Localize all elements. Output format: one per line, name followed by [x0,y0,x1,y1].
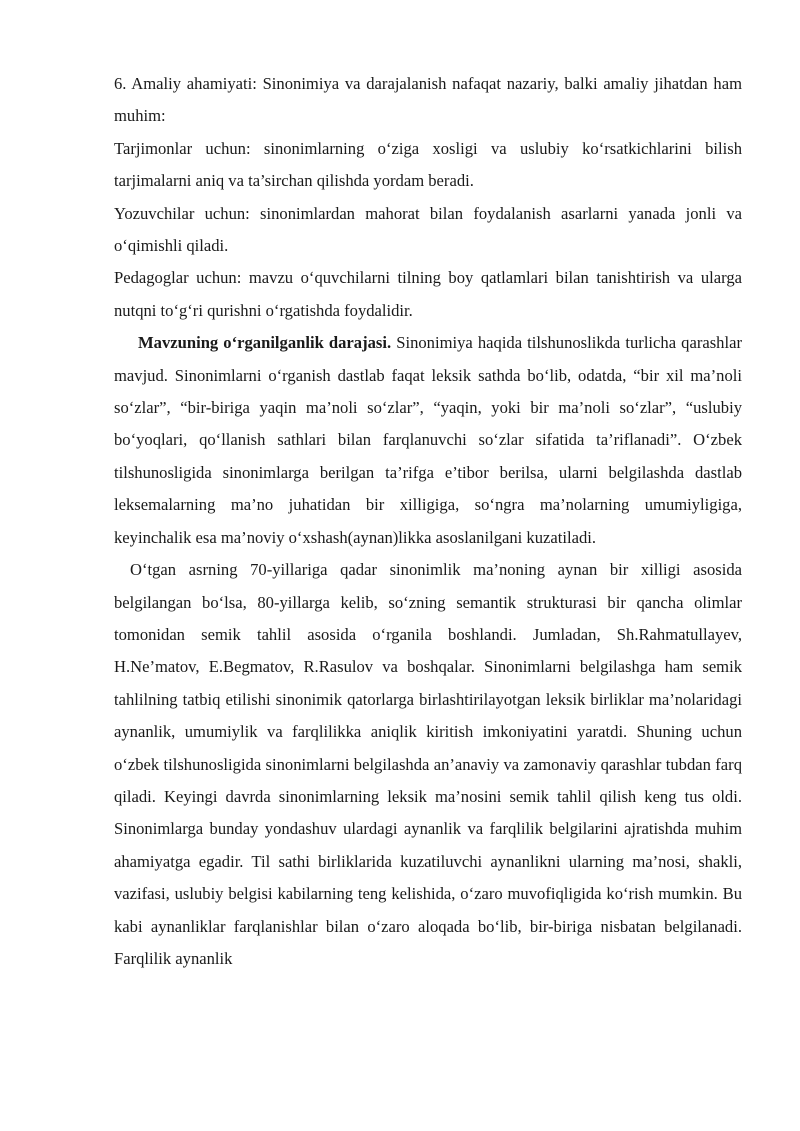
paragraph-research-level [114,327,742,554]
document-page [114,68,742,975]
paragraph-history: O‘tgan asrning 70-yillariga qadar sinonimlik ma’noning aynan bir xilligi asosida belgilangan bo‘lsa, 80-yillarga kelib, so‘zning semantik strukturasi bir qancha olimlar tomonidan semik tahlil asosida o‘rganila boshlandi. Jumladan, Sh.Rahmatullayev, H.Ne’matov, E.Begmatov, R.Rasulov va boshqalar. Sinonimlarni belgilashga ham semik tahlilning tatbiq etilishi sinonimik qatorlarga birlashtirilayotgan leksik birliklar ma’nolaridagi aynanlik, umumiylik va farqlilikka aniqlik kiritish imkoniyatini yaratdi. Shuning uchun o‘zbek tilshunosligida sinonimlarni belgilashda an’anaviy va zamonaviy qarashlar tubdan farq qiladi. Keyingi davrda sinonimlarning leksik ma’nosini semik tahlil qilish keng tus oldi. Sinonimlarga bunday yondashuv ulardagi aynanlik va farqlilik belgilarini ajratishda muhim ahamiyatga egadir. Til sathi birliklarida kuzatiluvchi aynanlikni ularning ma’nosi, shakli, vazifasi, uslubiy belgisi kabilarning teng kelishida, o‘zaro muvofiqligida ko‘rish mumkin. Bu kabi aynanliklar farqlanishlar bilan o‘zaro aloqada bo‘lib, bir-biriga nisbatan belgilanadi. Farqlilik aynanlik [114,560,742,968]
section-heading: Mavzuning o‘rganilganlik darajasi. [138,333,392,353]
paragraph-translators: Tarjimonlar uchun: sinonimlarning o‘ziga xosligi va uslubiy ko‘rsatkichlarini bilish tarjimalarni aniq va ta’sirchan qilishda yordam beradi. [114,138,742,191]
paragraph-practical-importance: 6. Amaliy ahamiyati: Sinonimiya va darajalanish nafaqat nazariy, balki amaliy jihatdan ham muhim: [114,74,742,126]
paragraph-writers: Yozuvchilar uchun: sinonimlardan mahorat bilan foydalanish asarlarni yanada jonli va o‘qimishli qiladi. [114,203,742,256]
paragraph-research-level-text: Sinonimiya haqida tilshunoslikda turlicha qarashlar mavjud. Sinonimlarni o‘rganish dastlab faqat leksik sathda bo‘lib, odatda, “bir xil ma’noli so‘zlar”, “bir-biriga yaqin ma’noli so‘zlar”, “yaqin, yoki bir ma’noli so‘zlar”, “uslubiy bo‘yoqlari, qo‘llanish sathlari bilan farqlanuvchi so‘zlar sifatida ta’riflanadi”. O‘zbek tilshunosligida sinonimlarga berilgan ta’rifga e’tibor berilsa, ularni belgilashda dastlab leksemalarning ma’no juhatidan bir xilligiga, so‘ngra ma’nolarning umumiyligiga, keyinchalik esa ma’noviy o‘xshash(aynan)likka asoslanilgani kuzatiladi. [114,333,742,547]
paragraph-pedagogues: Pedagoglar uchun: mavzu o‘quvchilarni tilning boy qatlamlari bilan tanishtirish va ularga nutqni to‘g‘ri qurishni o‘rgatishda foydalidir. [114,268,742,320]
